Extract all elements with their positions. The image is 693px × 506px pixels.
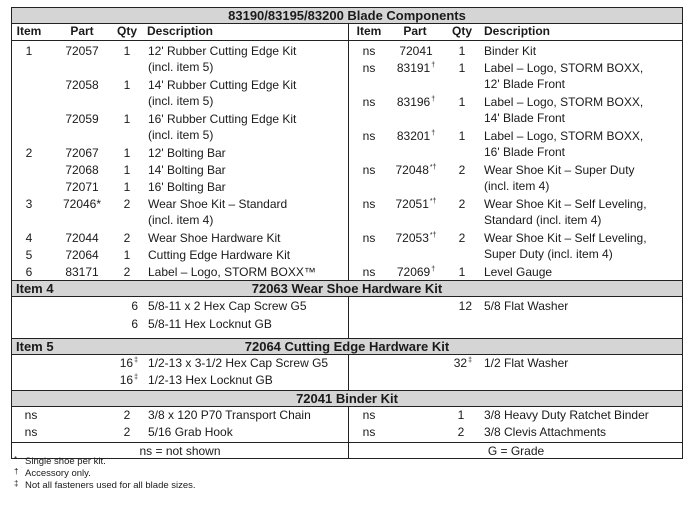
quantity: 1 bbox=[123, 163, 131, 177]
description-line: 12' Rubber Cutting Edge Kit bbox=[148, 44, 297, 58]
description: 5/8-11 Hex Locknut GB bbox=[148, 317, 272, 331]
description-line: 14' Rubber Cutting Edge Kit bbox=[148, 78, 297, 92]
quantity: 1 bbox=[457, 408, 465, 422]
description-line: Label – Logo, STORM BOXX, bbox=[484, 95, 644, 109]
part-footnote-mark: † bbox=[431, 130, 436, 137]
part-footnote-mark: † bbox=[431, 62, 436, 69]
item-number: 5 bbox=[25, 248, 33, 262]
part-number bbox=[390, 163, 442, 177]
part-number bbox=[390, 44, 442, 58]
part-number bbox=[390, 95, 442, 109]
binder-kit-title: 72041 Binder Kit bbox=[296, 391, 398, 406]
description-line: Cutting Edge Hardware Kit bbox=[148, 248, 291, 262]
quantity bbox=[108, 317, 138, 331]
part-number bbox=[52, 112, 112, 126]
footnote-symbol: † bbox=[14, 467, 19, 476]
item-5-label: Item 5 bbox=[16, 339, 54, 354]
part-number bbox=[390, 231, 442, 245]
item-number: ns bbox=[362, 425, 376, 439]
quantity: 1 bbox=[123, 78, 131, 92]
footnote-text: Single shoe per kit. bbox=[25, 456, 106, 467]
part-number-value: 83201 bbox=[396, 129, 431, 143]
description-line: 14' Blade Front bbox=[484, 111, 566, 125]
part-number-value: 72064 bbox=[65, 248, 99, 262]
part-number-value: 83191 bbox=[396, 61, 431, 75]
part-number bbox=[390, 61, 442, 75]
quantity-value: 6 bbox=[131, 299, 138, 313]
part-number bbox=[52, 180, 112, 194]
quantity: 2 bbox=[123, 425, 131, 439]
part-number bbox=[52, 231, 112, 245]
header-qty: Qty bbox=[451, 24, 472, 38]
part-number-value: 72041 bbox=[399, 44, 433, 58]
header-part: Part bbox=[403, 24, 427, 38]
part-footnote-mark: † bbox=[431, 96, 436, 103]
description-line: (incl. item 4) bbox=[148, 213, 214, 227]
quantity: 2 bbox=[457, 425, 465, 439]
part-number bbox=[390, 129, 442, 143]
description: 1/2 Flat Washer bbox=[484, 356, 569, 370]
part-number bbox=[52, 248, 112, 262]
quantity bbox=[108, 299, 138, 313]
description-line: Standard (incl. item 4) bbox=[484, 213, 602, 227]
blade-components-title-bar bbox=[11, 7, 683, 24]
description-line: Label – Logo, STORM BOXX, bbox=[484, 129, 644, 143]
description: 1/2-13 x 3-1/2 Hex Cap Screw G5 bbox=[148, 356, 329, 370]
part-number bbox=[390, 265, 442, 279]
quantity: 2 bbox=[458, 163, 466, 177]
blade-header-row bbox=[11, 23, 683, 41]
quantity: 1 bbox=[123, 180, 131, 194]
description-line: 12' Bolting Bar bbox=[148, 146, 226, 160]
quantity-value: 32 bbox=[453, 356, 468, 370]
part-number bbox=[52, 78, 112, 92]
part-number-value: 72058 bbox=[65, 78, 99, 92]
item-number: ns bbox=[362, 95, 376, 109]
description: 3/8 Clevis Attachments bbox=[484, 425, 607, 439]
quantity-value: 16 bbox=[119, 373, 134, 387]
description: 5/8-11 x 2 Hex Cap Screw G5 bbox=[148, 299, 307, 313]
description-line: Super Duty (incl. item 4) bbox=[484, 247, 613, 261]
item-number: ns bbox=[362, 197, 376, 211]
wear-shoe-hardware-title-bar bbox=[11, 280, 683, 297]
description-line: 12' Blade Front bbox=[484, 77, 566, 91]
quantity: 2 bbox=[123, 231, 131, 245]
footnote-text: Not all fasteners used for all blade sizes. bbox=[25, 480, 196, 491]
legend-row bbox=[11, 442, 683, 459]
part-footnote-mark: † bbox=[431, 266, 436, 273]
quantity-value: 16 bbox=[119, 356, 134, 370]
cutting-edge-hardware-title: 72064 Cutting Edge Hardware Kit bbox=[244, 339, 450, 354]
header-item: Item bbox=[16, 24, 42, 38]
column-divider bbox=[348, 296, 349, 338]
item-number: ns bbox=[362, 129, 376, 143]
part-number-value: 83196 bbox=[396, 95, 431, 109]
wear-shoe-hardware-title: 72063 Wear Shoe Hardware Kit bbox=[251, 281, 443, 296]
quantity: 2 bbox=[458, 197, 466, 211]
part-number bbox=[52, 44, 112, 58]
description-line: Wear Shoe Hardware Kit bbox=[148, 231, 281, 245]
description-line: Wear Shoe Kit – Self Leveling, bbox=[484, 197, 647, 211]
description-line: 16' Bolting Bar bbox=[148, 180, 226, 194]
quantity: 2 bbox=[123, 265, 131, 279]
quantity: 2 bbox=[123, 197, 131, 211]
item-number: ns bbox=[362, 163, 376, 177]
quantity: 1 bbox=[123, 146, 131, 160]
item-4-label: Item 4 bbox=[16, 281, 54, 296]
item-number: ns bbox=[24, 408, 38, 422]
quantity: 1 bbox=[458, 95, 466, 109]
item-number: 6 bbox=[25, 265, 33, 279]
part-number bbox=[52, 197, 112, 211]
description-line: Binder Kit bbox=[484, 44, 537, 58]
part-footnote-mark: *† bbox=[429, 164, 437, 171]
quantity: 2 bbox=[458, 231, 466, 245]
footnote-text: Accessory only. bbox=[25, 468, 91, 479]
description-line: 16' Rubber Cutting Edge Kit bbox=[148, 112, 297, 126]
part-number-value: 72071 bbox=[65, 180, 99, 194]
header-part: Part bbox=[70, 24, 94, 38]
item-number: ns bbox=[24, 425, 38, 439]
part-number-value: 72057 bbox=[65, 44, 99, 58]
description-line: (incl. item 5) bbox=[148, 60, 214, 74]
description-line: Label – Logo, STORM BOXX™ bbox=[148, 265, 316, 279]
part-number-value: 72067 bbox=[65, 146, 99, 160]
quantity bbox=[442, 299, 472, 313]
binder-kit-title-bar bbox=[11, 390, 683, 407]
part-number bbox=[52, 146, 112, 160]
binder-kit-table bbox=[11, 406, 683, 443]
description-line: (incl. item 4) bbox=[484, 179, 550, 193]
item-number: 4 bbox=[25, 231, 33, 245]
wear-shoe-hardware-table bbox=[11, 296, 683, 339]
part-number bbox=[52, 163, 112, 177]
quantity bbox=[108, 356, 138, 370]
quantity bbox=[442, 356, 472, 370]
column-divider bbox=[348, 354, 349, 390]
quantity-footnote-mark: ‡ bbox=[468, 357, 472, 364]
quantity-value: 12 bbox=[458, 299, 472, 313]
part-number-value: 72051 bbox=[395, 197, 429, 211]
blade-components-title: 83190/83195/83200 Blade Components bbox=[228, 8, 466, 23]
quantity-value: 6 bbox=[131, 317, 138, 331]
description-line: Label – Logo, STORM BOXX, bbox=[484, 61, 644, 75]
quantity: 2 bbox=[123, 408, 131, 422]
description-line: 14' Bolting Bar bbox=[148, 163, 226, 177]
item-number: ns bbox=[362, 408, 376, 422]
description-line: Wear Shoe Kit – Super Duty bbox=[484, 163, 635, 177]
quantity: 1 bbox=[123, 248, 131, 262]
description: 5/8 Flat Washer bbox=[484, 299, 569, 313]
part-footnote-mark: *† bbox=[429, 232, 437, 239]
quantity-footnote-mark: ‡ bbox=[134, 374, 138, 381]
header-qty: Qty bbox=[116, 24, 137, 38]
cutting-edge-hardware-title-bar bbox=[11, 338, 683, 355]
description-line: (incl. item 5) bbox=[148, 128, 214, 142]
header-description: Description bbox=[147, 24, 214, 38]
part-number-value: 72069 bbox=[396, 265, 431, 279]
part-number-value: 72046* bbox=[62, 197, 102, 211]
description: 1/2-13 Hex Locknut GB bbox=[148, 373, 273, 387]
column-divider bbox=[348, 406, 349, 442]
item-number: 1 bbox=[25, 44, 33, 58]
part-number-value: 72053 bbox=[395, 231, 429, 245]
item-number: ns bbox=[362, 44, 376, 58]
quantity: 1 bbox=[458, 61, 466, 75]
description: 5/16 Grab Hook bbox=[148, 425, 233, 439]
item-number: 3 bbox=[25, 197, 33, 211]
description-line: Wear Shoe Kit – Self Leveling, bbox=[484, 231, 647, 245]
quantity: 1 bbox=[458, 265, 466, 279]
part-number-value: 72048 bbox=[395, 163, 429, 177]
item-number: 2 bbox=[25, 146, 33, 160]
description: 3/8 Heavy Duty Ratchet Binder bbox=[484, 408, 649, 422]
column-divider bbox=[348, 41, 349, 280]
description: 3/8 x 120 P70 Transport Chain bbox=[148, 408, 311, 422]
item-number: ns bbox=[362, 61, 376, 75]
cutting-edge-hardware-table bbox=[11, 354, 683, 391]
part-number-value: 72068 bbox=[65, 163, 99, 177]
description-line: 16' Blade Front bbox=[484, 145, 566, 159]
header-item: Item bbox=[356, 24, 382, 38]
part-number-value: 72044 bbox=[65, 231, 99, 245]
item-number: ns bbox=[362, 265, 376, 279]
blade-components-table bbox=[11, 41, 683, 281]
item-number: ns bbox=[362, 231, 376, 245]
footnote-symbol: * bbox=[14, 455, 18, 464]
quantity: 1 bbox=[458, 44, 466, 58]
quantity: 1 bbox=[458, 129, 466, 143]
part-number bbox=[390, 197, 442, 211]
part-footnote-mark: *† bbox=[429, 198, 437, 205]
legend-not-shown: ns = not shown bbox=[139, 444, 221, 458]
description-line: Wear Shoe Kit – Standard bbox=[148, 197, 288, 211]
legend-grade: G = Grade bbox=[487, 444, 545, 458]
quantity-footnote-mark: ‡ bbox=[134, 357, 138, 364]
column-divider bbox=[348, 23, 349, 40]
header-description: Description bbox=[484, 24, 551, 38]
part-number-value: 72059 bbox=[65, 112, 99, 126]
description-line: Level Gauge bbox=[484, 265, 553, 279]
quantity: 1 bbox=[123, 112, 131, 126]
quantity: 1 bbox=[123, 44, 131, 58]
part-number bbox=[52, 265, 112, 279]
part-number-value: 83171 bbox=[65, 265, 99, 279]
footnote-symbol: ‡ bbox=[14, 479, 19, 488]
description-line: (incl. item 5) bbox=[148, 94, 214, 108]
quantity bbox=[108, 373, 138, 387]
